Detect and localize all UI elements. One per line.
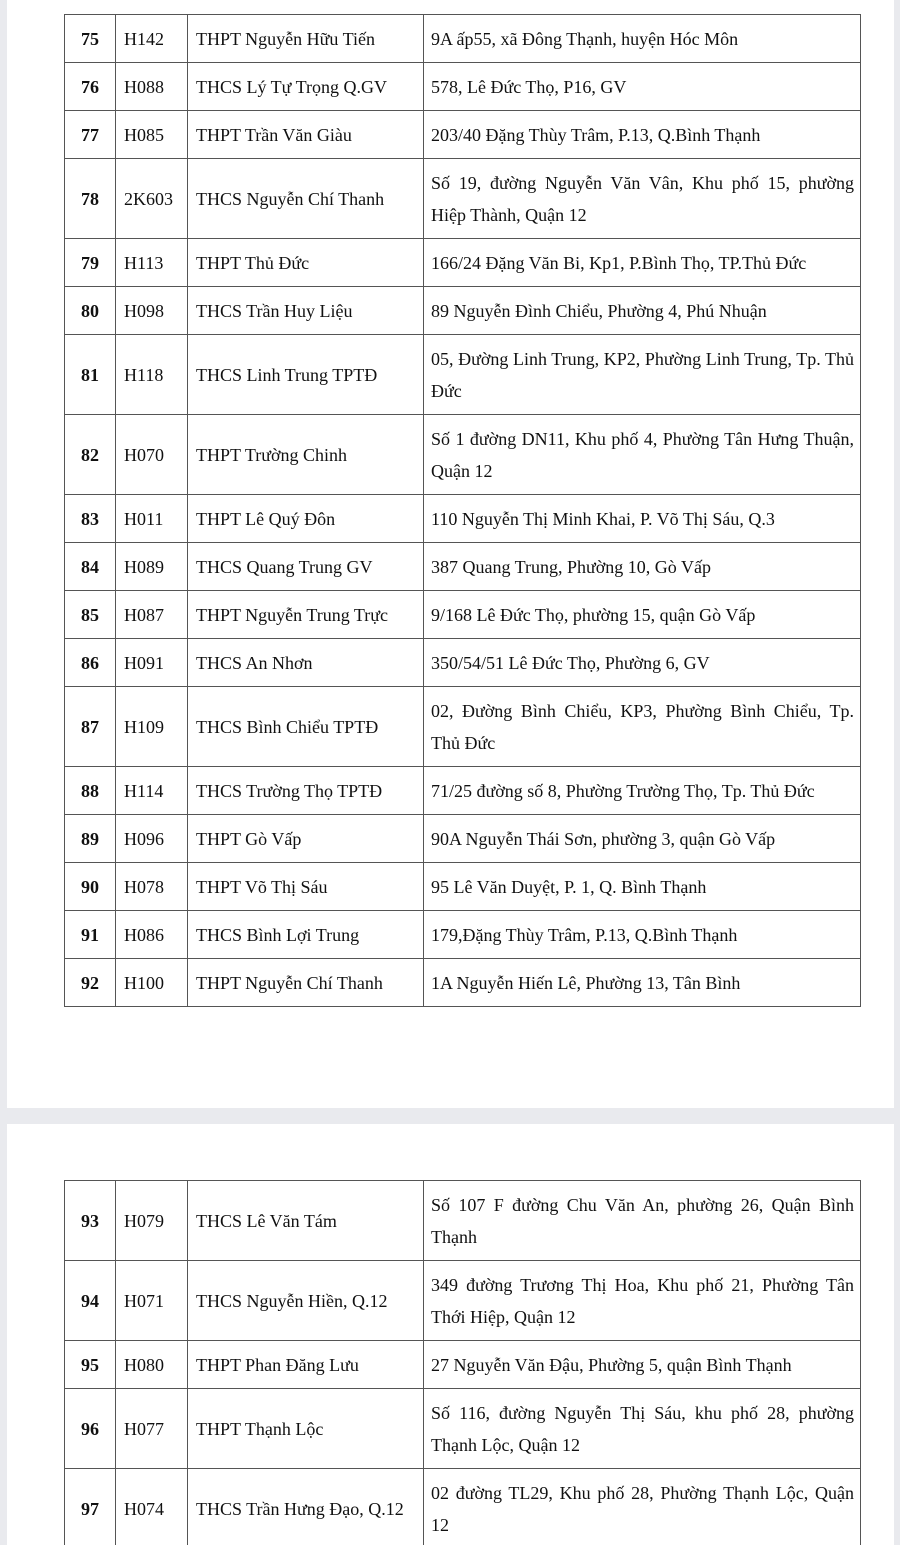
school-code: H079 xyxy=(116,1181,188,1261)
school-name: THCS An Nhơn xyxy=(188,639,424,687)
row-number: 92 xyxy=(65,959,116,1007)
row-number: 90 xyxy=(65,863,116,911)
table-row xyxy=(65,815,861,863)
document-page-1 xyxy=(7,0,894,1108)
school-code: H011 xyxy=(116,495,188,543)
school-code: H074 xyxy=(116,1469,188,1545)
school-address: 9/168 Lê Đức Thọ, phường 15, quận Gò Vấp xyxy=(424,591,861,639)
school-address: Số 107 F đường Chu Văn An, phường 26, Quận Bình Thạnh xyxy=(424,1181,861,1261)
school-code: H118 xyxy=(116,335,188,415)
school-code: H098 xyxy=(116,287,188,335)
school-address: 71/25 đường số 8, Phường Trường Thọ, Tp. Thủ Đức xyxy=(424,767,861,815)
table-row xyxy=(65,543,861,591)
row-number: 91 xyxy=(65,911,116,959)
school-code: H087 xyxy=(116,591,188,639)
school-code: 2K603 xyxy=(116,159,188,239)
table-row xyxy=(65,1469,861,1545)
school-name: THCS Lý Tự Trọng Q.GV xyxy=(188,63,424,111)
school-address: 350/54/51 Lê Đức Thọ, Phường 6, GV xyxy=(424,639,861,687)
school-table-page-2 xyxy=(64,1180,861,1545)
table-row xyxy=(65,1261,861,1341)
row-number: 87 xyxy=(65,687,116,767)
school-address: 90A Nguyễn Thái Sơn, phường 3, quận Gò Vấp xyxy=(424,815,861,863)
table-row xyxy=(65,687,861,767)
school-name: THPT Võ Thị Sáu xyxy=(188,863,424,911)
table-row xyxy=(65,63,861,111)
school-address: Số 1 đường DN11, Khu phố 4, Phường Tân Hưng Thuận, Quận 12 xyxy=(424,415,861,495)
table-row xyxy=(65,911,861,959)
table-row xyxy=(65,863,861,911)
row-number: 95 xyxy=(65,1341,116,1389)
table-row xyxy=(65,1181,861,1261)
school-name: THPT Phan Đăng Lưu xyxy=(188,1341,424,1389)
row-number: 84 xyxy=(65,543,116,591)
school-address: 166/24 Đặng Văn Bi, Kp1, P.Bình Thọ, TP.Thủ Đức xyxy=(424,239,861,287)
row-number: 96 xyxy=(65,1389,116,1469)
row-number: 93 xyxy=(65,1181,116,1261)
school-name: THPT Trường Chinh xyxy=(188,415,424,495)
school-code: H070 xyxy=(116,415,188,495)
school-address: 95 Lê Văn Duyệt, P. 1, Q. Bình Thạnh xyxy=(424,863,861,911)
school-name: THCS Trường Thọ TPTĐ xyxy=(188,767,424,815)
school-table-page-1 xyxy=(64,14,861,1007)
table-row xyxy=(65,239,861,287)
school-address: Số 19, đường Nguyễn Văn Vân, Khu phố 15, phường Hiệp Thành, Quận 12 xyxy=(424,159,861,239)
school-address: 349 đường Trương Thị Hoa, Khu phố 21, Phường Tân Thới Hiệp, Quận 12 xyxy=(424,1261,861,1341)
school-name: THPT Nguyễn Trung Trực xyxy=(188,591,424,639)
school-address: 1A Nguyễn Hiến Lê, Phường 13, Tân Bình xyxy=(424,959,861,1007)
table-row xyxy=(65,111,861,159)
row-number: 94 xyxy=(65,1261,116,1341)
table-row xyxy=(65,287,861,335)
school-name: THCS Trần Huy Liệu xyxy=(188,287,424,335)
school-address: 387 Quang Trung, Phường 10, Gò Vấp xyxy=(424,543,861,591)
school-code: H071 xyxy=(116,1261,188,1341)
table-row xyxy=(65,639,861,687)
table-row xyxy=(65,415,861,495)
school-name: THPT Nguyễn Hữu Tiến xyxy=(188,15,424,63)
row-number: 77 xyxy=(65,111,116,159)
school-address: 179,Đặng Thùy Trâm, P.13, Q.Bình Thạnh xyxy=(424,911,861,959)
school-address: 02 đường TL29, Khu phố 28, Phường Thạnh Lộc, Quận 12 xyxy=(424,1469,861,1545)
school-code: H086 xyxy=(116,911,188,959)
table-row xyxy=(65,495,861,543)
row-number: 86 xyxy=(65,639,116,687)
row-number: 80 xyxy=(65,287,116,335)
school-address: 203/40 Đặng Thùy Trâm, P.13, Q.Bình Thạnh xyxy=(424,111,861,159)
school-code: H100 xyxy=(116,959,188,1007)
table-row xyxy=(65,159,861,239)
row-number: 82 xyxy=(65,415,116,495)
school-code: H113 xyxy=(116,239,188,287)
school-code: H078 xyxy=(116,863,188,911)
school-code: H089 xyxy=(116,543,188,591)
row-number: 78 xyxy=(65,159,116,239)
school-code: H085 xyxy=(116,111,188,159)
row-number: 76 xyxy=(65,63,116,111)
school-name: THCS Bình Chiểu TPTĐ xyxy=(188,687,424,767)
row-number: 81 xyxy=(65,335,116,415)
school-name: THPT Gò Vấp xyxy=(188,815,424,863)
row-number: 97 xyxy=(65,1469,116,1545)
table-row xyxy=(65,1389,861,1469)
school-name: THCS Linh Trung TPTĐ xyxy=(188,335,424,415)
school-name: THCS Nguyễn Hiền, Q.12 xyxy=(188,1261,424,1341)
row-number: 79 xyxy=(65,239,116,287)
school-address: 02, Đường Bình Chiểu, KP3, Phường Bình Chiểu, Tp. Thủ Đức xyxy=(424,687,861,767)
school-address: 27 Nguyễn Văn Đậu, Phường 5, quận Bình Thạnh xyxy=(424,1341,861,1389)
school-code: H077 xyxy=(116,1389,188,1469)
school-name: THPT Trần Văn Giàu xyxy=(188,111,424,159)
school-code: H114 xyxy=(116,767,188,815)
row-number: 88 xyxy=(65,767,116,815)
school-name: THPT Nguyễn Chí Thanh xyxy=(188,959,424,1007)
row-number: 83 xyxy=(65,495,116,543)
school-name: THCS Trần Hưng Đạo, Q.12 xyxy=(188,1469,424,1545)
school-code: H080 xyxy=(116,1341,188,1389)
school-name: THCS Bình Lợi Trung xyxy=(188,911,424,959)
school-name: THPT Thủ Đức xyxy=(188,239,424,287)
school-address: 578, Lê Đức Thọ, P16, GV xyxy=(424,63,861,111)
school-name: THPT Lê Quý Đôn xyxy=(188,495,424,543)
school-address: Số 116, đường Nguyễn Thị Sáu, khu phố 28, phường Thạnh Lộc, Quận 12 xyxy=(424,1389,861,1469)
row-number: 75 xyxy=(65,15,116,63)
school-code: H109 xyxy=(116,687,188,767)
school-code: H142 xyxy=(116,15,188,63)
school-address: 89 Nguyễn Đình Chiểu, Phường 4, Phú Nhuận xyxy=(424,287,861,335)
school-name: THCS Quang Trung GV xyxy=(188,543,424,591)
row-number: 89 xyxy=(65,815,116,863)
school-code: H091 xyxy=(116,639,188,687)
table-row xyxy=(65,767,861,815)
school-address: 05, Đường Linh Trung, KP2, Phường Linh Trung, Tp. Thủ Đức xyxy=(424,335,861,415)
table-row xyxy=(65,959,861,1007)
table-row xyxy=(65,591,861,639)
school-name: THCS Lê Văn Tám xyxy=(188,1181,424,1261)
table-row xyxy=(65,1341,861,1389)
document-page-2 xyxy=(7,1124,894,1545)
school-name: THPT Thạnh Lộc xyxy=(188,1389,424,1469)
table-row xyxy=(65,15,861,63)
row-number: 85 xyxy=(65,591,116,639)
school-name: THCS Nguyễn Chí Thanh xyxy=(188,159,424,239)
school-code: H088 xyxy=(116,63,188,111)
school-code: H096 xyxy=(116,815,188,863)
school-address: 110 Nguyễn Thị Minh Khai, P. Võ Thị Sáu, Q.3 xyxy=(424,495,861,543)
school-address: 9A ấp55, xã Đông Thạnh, huyện Hóc Môn xyxy=(424,15,861,63)
table-row xyxy=(65,335,861,415)
